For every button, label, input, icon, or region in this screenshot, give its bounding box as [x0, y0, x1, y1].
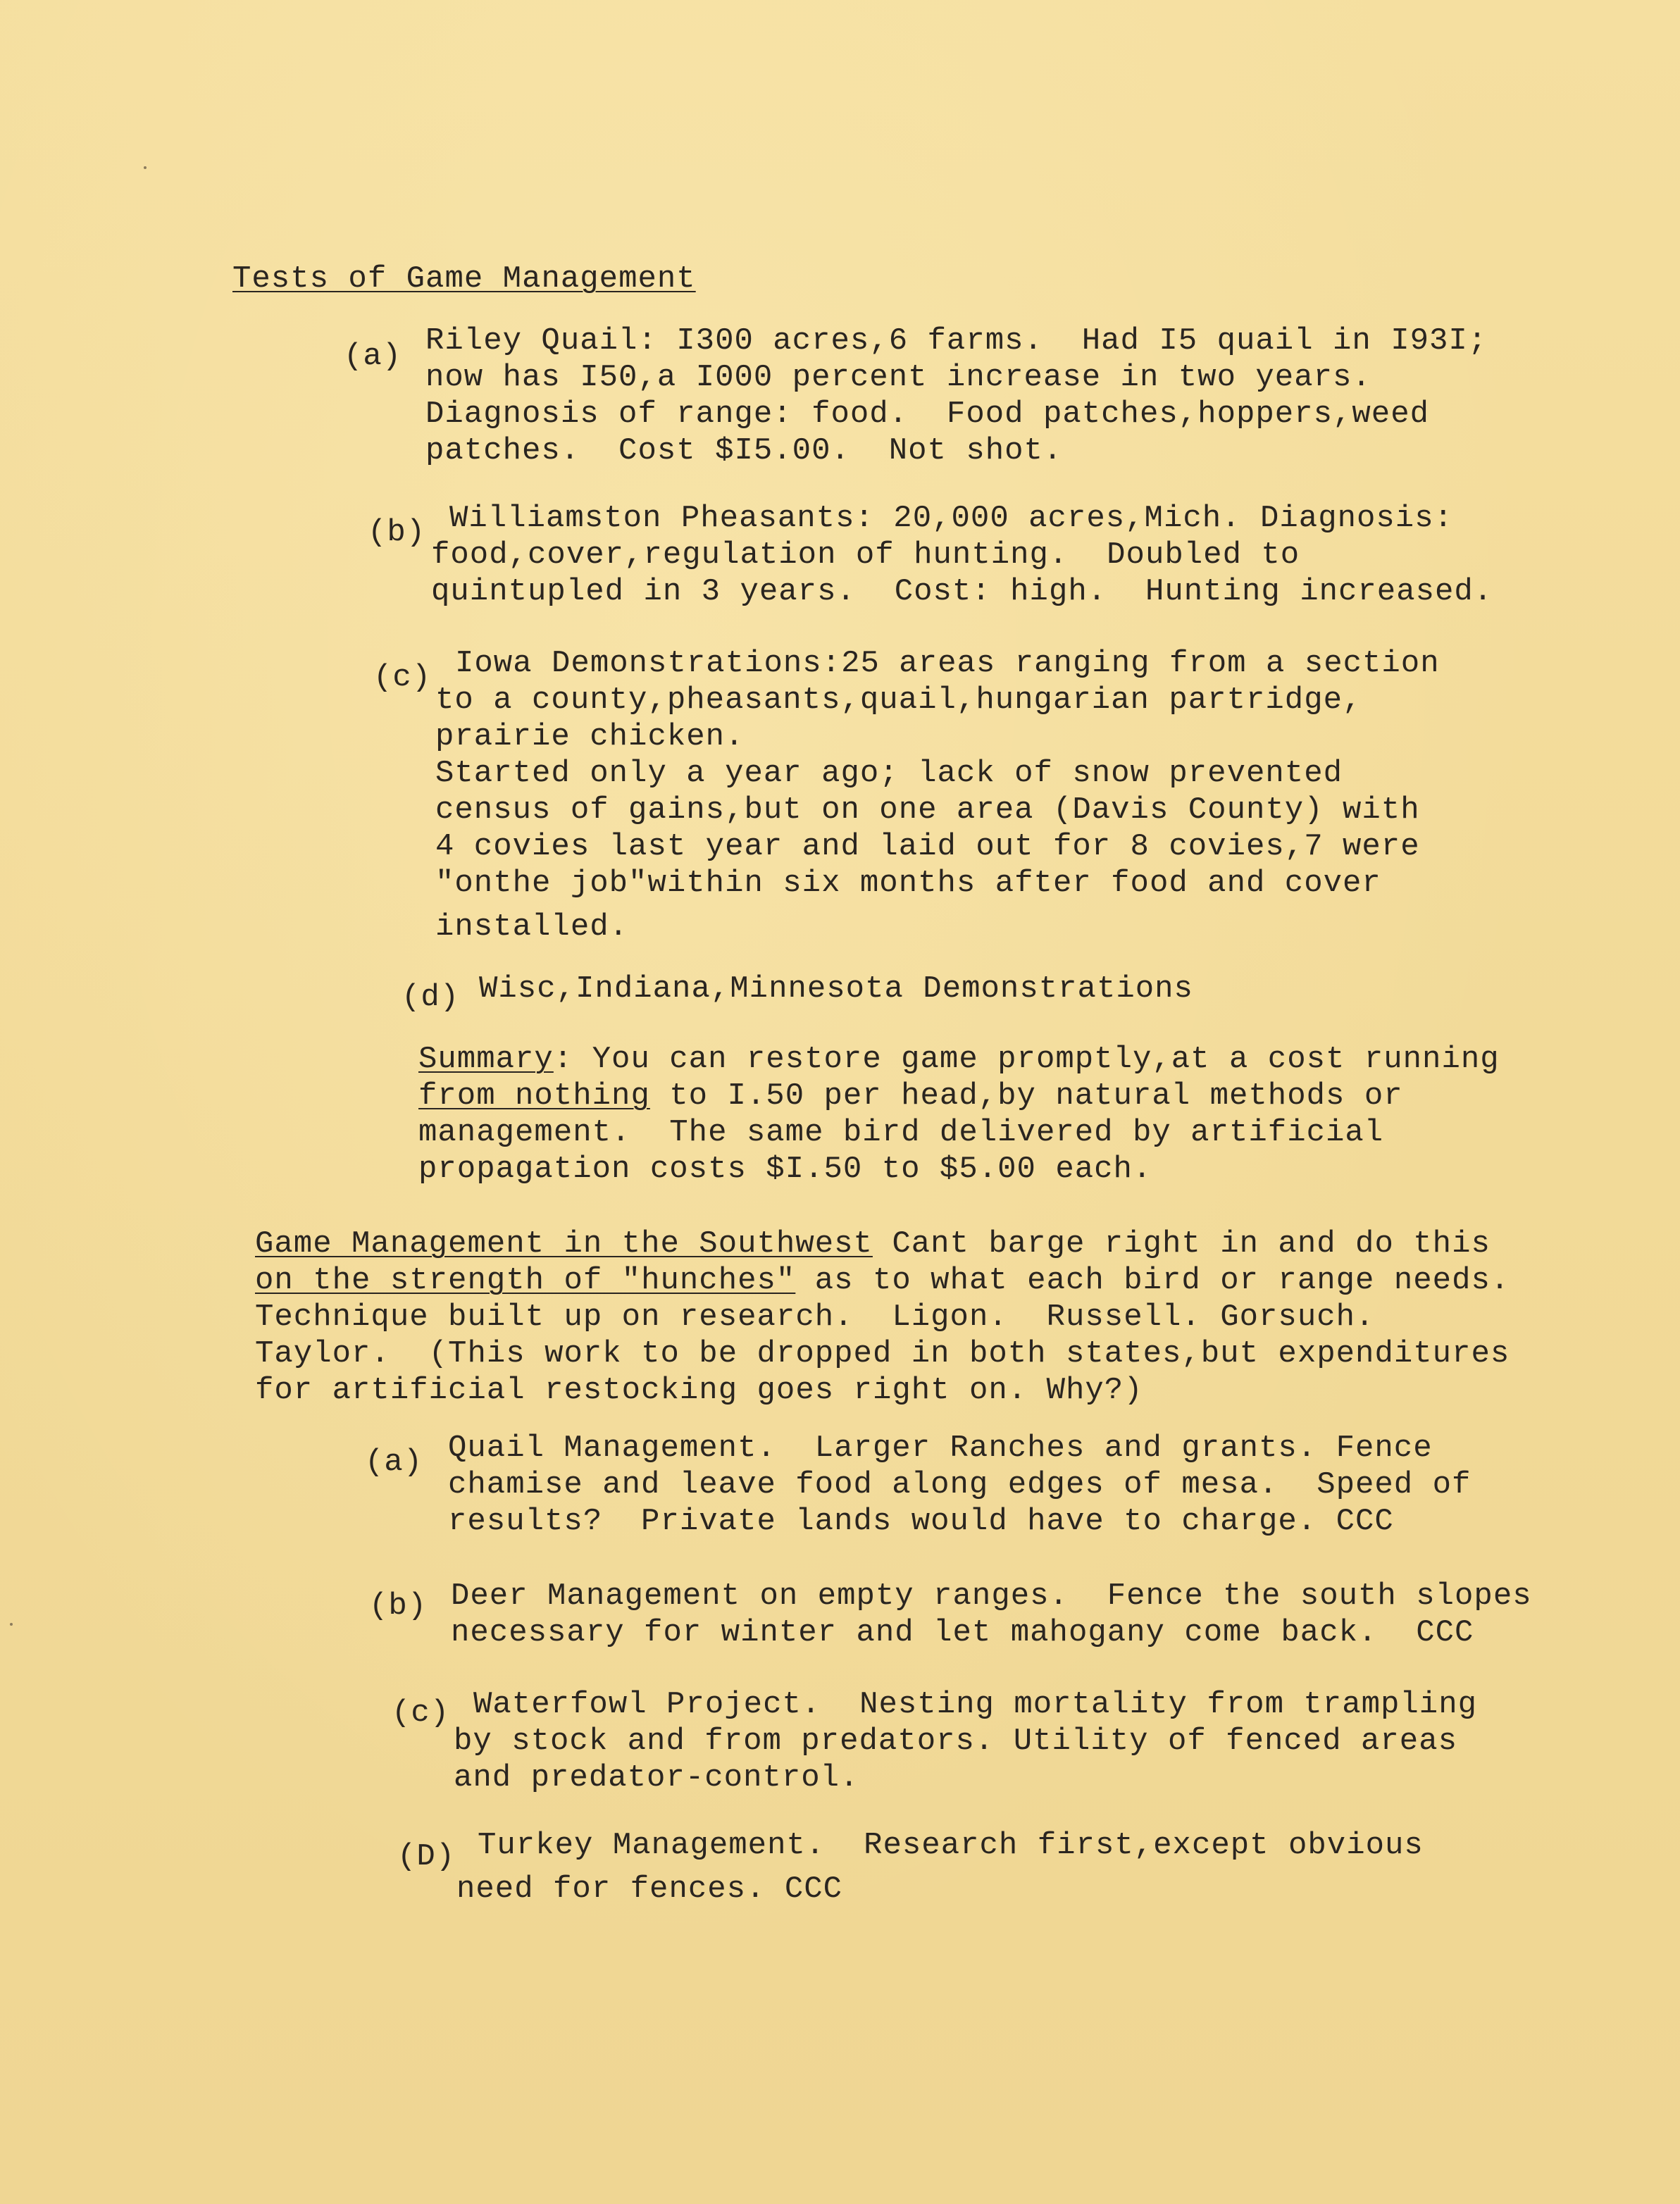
item-a-line: now has I50,a I000 percent increase in two years.	[425, 360, 1371, 395]
southwest-text: Cant barge right in and do this	[872, 1226, 1491, 1262]
southwest-line: for artificial restocking goes right on. Why?)	[255, 1373, 1143, 1408]
summary-text: : You can restore game promptly,at a cost running	[553, 1042, 1500, 1077]
summary-line-1	[418, 1041, 1500, 1078]
item-b-line: food,cover,regulation of hunting. Doubled to	[431, 537, 1300, 573]
summary-line: propagation costs $I.50 to $5.00 each.	[418, 1152, 1152, 1187]
item-c-line: prairie chicken.	[435, 719, 745, 754]
summary-line-2	[418, 1078, 1403, 1114]
sw-item-a-line: chamise and leave food along edges of mesa. Speed of	[448, 1467, 1471, 1502]
summary-text: to I.50 per head,by natural methods or	[649, 1078, 1403, 1114]
sw-item-a-line: Quail Management. Larger Ranches and grants. Fence	[448, 1431, 1433, 1466]
item-c-line: 4 covies last year and laid out for 8 covies,7 were	[435, 829, 1420, 864]
summary-underlined: from nothing	[418, 1078, 650, 1114]
sw-item-c-line: Waterfowl Project. Nesting mortality from trampling	[473, 1687, 1478, 1722]
item-a-line: Riley Quail: I300 acres,6 farms. Had I5 quail in I93I;	[425, 323, 1488, 359]
sw-item-c-line: and predator-control.	[454, 1760, 859, 1795]
sw-item-c-line: by stock and from predators. Utility of fenced areas	[454, 1724, 1458, 1759]
sw-item-d-label: (D)	[397, 1839, 456, 1874]
page-title: Tests of Game Management	[232, 261, 696, 297]
sw-item-d-line: Turkey Management. Research first,except obvious	[478, 1828, 1424, 1863]
summary-label: Summary	[418, 1042, 554, 1077]
item-b-label: (b)	[368, 515, 426, 550]
paper-speck	[10, 1623, 13, 1626]
item-c-line: to a county,pheasants,quail,hungarian partridge,	[435, 683, 1362, 718]
item-c-line: Started only a year ago; lack of snow prevented	[435, 756, 1343, 791]
item-a-label: (a)	[344, 339, 402, 374]
item-a-line: Diagnosis of range: food. Food patches,hoppers,weed	[425, 397, 1430, 432]
southwest-text: as to what each bird or range needs.	[795, 1263, 1510, 1298]
item-c-line: census of gains,but on one area (Davis County) with	[435, 792, 1420, 828]
southwest-line-1	[255, 1226, 1491, 1262]
item-d-line: Wisc,Indiana,Minnesota Demonstrations	[479, 971, 1193, 1007]
item-c-line: "onthe job"within six months after food and cover	[435, 866, 1381, 901]
southwest-heading: Game Management in the Southwest	[255, 1226, 873, 1262]
sw-item-c-label: (c)	[392, 1695, 450, 1731]
sw-item-d-line: need for fences. CCC	[456, 1872, 843, 1907]
item-b-line: quintupled in 3 years. Cost: high. Hunting increased.	[431, 574, 1493, 609]
item-a-line: patches. Cost $I5.00. Not shot.	[425, 433, 1063, 468]
southwest-line: Taylor. (This work to be dropped in both states,but expenditures	[255, 1336, 1510, 1371]
item-c-line: installed.	[435, 909, 629, 945]
sw-item-a-label: (a)	[365, 1445, 423, 1480]
sw-item-b-label: (b)	[369, 1588, 428, 1624]
item-d-label: (d)	[402, 980, 460, 1015]
item-b-line: Williamston Pheasants: 20,000 acres,Mich. Diagnosis:	[449, 501, 1454, 536]
southwest-line-2	[255, 1262, 1510, 1299]
item-c-label: (c)	[373, 660, 432, 695]
southwest-line: Technique built up on research. Ligon. Russell. Gorsuch.	[255, 1300, 1375, 1335]
summary-line: management. The same bird delivered by artificial	[418, 1115, 1384, 1150]
paper-speck	[144, 166, 147, 169]
sw-item-b-line: Deer Management on empty ranges. Fence the south slopes	[451, 1579, 1532, 1614]
southwest-heading: on the strength of "hunches"	[255, 1263, 796, 1298]
sw-item-a-line: results? Private lands would have to charge. CCC	[448, 1504, 1394, 1539]
item-c-line: Iowa Demonstrations:25 areas ranging from a section	[455, 646, 1440, 681]
sw-item-b-line: necessary for winter and let mahogany come back. CCC	[451, 1615, 1474, 1650]
